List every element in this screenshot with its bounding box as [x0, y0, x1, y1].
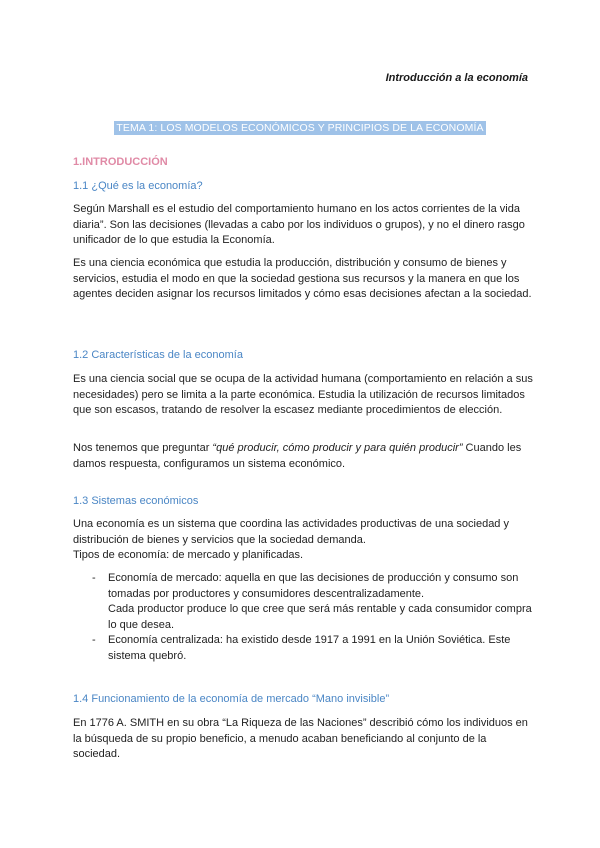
paragraph-block [73, 517, 533, 564]
paragraph-1-1-a: Según Marshall es el estudio del comportamiento humano en los actos corrientes de la vida diaria”. Son las decisiones (llevadas a cabo por los individuos o grupos), y no el dinero rasgo unificador de lo que estudia la Economía. [73, 203, 525, 246]
paragraph-1-2-b [73, 441, 533, 472]
paragraph-block [73, 202, 533, 249]
list-dash: - [92, 634, 96, 646]
list-item-extra: Cada productor produce lo que cree que será más rentable y cada consumidor compra lo que desea. [108, 603, 532, 631]
section-1-3 [73, 494, 533, 510]
section-1-1 [73, 179, 533, 195]
paragraph-block [73, 716, 533, 763]
section-1-4 [73, 692, 533, 708]
heading-1-1: 1.1 ¿Qué es la economía? [73, 180, 203, 192]
heading-1-4: 1.4 Funcionamiento de la economía de mercado “Mano invisible” [73, 693, 390, 705]
paragraph-block [73, 372, 533, 419]
list-dash: - [92, 572, 96, 584]
chapter-title[interactable]: TEMA 1: LOS MODELOS ECONÓMICOS Y PRINCIPIOS DE LA ECONOMÍA [116, 122, 484, 134]
paragraph-1-3-b: Tipos de economía: de mercado y planificadas. [73, 549, 304, 561]
list-item [92, 571, 542, 633]
paragraph-block [73, 256, 533, 303]
paragraph-1-4-a: En 1776 A. SMITH en su obra “La Riqueza de las Naciones” describió cómo los individuos en la búsqueda de su propio beneficio, a menudo acaban beneficiando al conjunto de la sociedad. [73, 717, 528, 760]
list-item-text: Economía de mercado: aquella en que las decisiones de producción y consumo son tomadas por productores y consumidores descentralizadamente. [108, 572, 519, 600]
section-heading-intro [73, 155, 533, 171]
list-item-text: Economía centralizada: ha existido desde 1917 a 1991 en la Unión Soviética. Este sistema quebró. [108, 634, 511, 662]
list-item [92, 633, 542, 664]
paragraph-1-2-a: Es una ciencia social que se ocupa de la actividad humana (comportamiento en relación a sus necesidades) pero se limita a la parte económica. Estudia la utilización de recursos limitados que son escasos, tratando de resolver la escasez mediante procedimientos de elección. [73, 373, 533, 416]
paragraph-block [73, 441, 533, 472]
title-wrap [0, 118, 600, 136]
paragraph-1-2-b-end: Cuando les damos respuesta, configuramos un sistema económico. [73, 442, 522, 470]
section-1-2 [73, 348, 533, 364]
paragraph-1-1-b: Es una ciencia económica que estudia la producción, distribución y consumo de bienes y servicios, estudia el modo en que la sociedad gestiona sus recursos y la manera en que los agentes deciden asignar los recursos limitados y cómo esas decisiones afectan a la sociedad. [73, 257, 532, 300]
paragraph-1-2-b-start: Nos tenemos que preguntar [73, 442, 213, 454]
paragraph-1-2-b-question: “qué producir, cómo producir y para quién producir” [212, 442, 463, 454]
intro-heading: 1.INTRODUCCIÓN [73, 156, 168, 168]
heading-1-3: 1.3 Sistemas económicos [73, 495, 199, 507]
paragraph-1-3-a: Una economía es un sistema que coordina las actividades productivas de una sociedad y distribución de bienes y servicios que la sociedad demanda. [73, 518, 509, 546]
economy-types-list [92, 571, 542, 664]
heading-1-2: 1.2 Características de la economía [73, 349, 243, 361]
running-header: Introducción a la economía [385, 72, 528, 84]
